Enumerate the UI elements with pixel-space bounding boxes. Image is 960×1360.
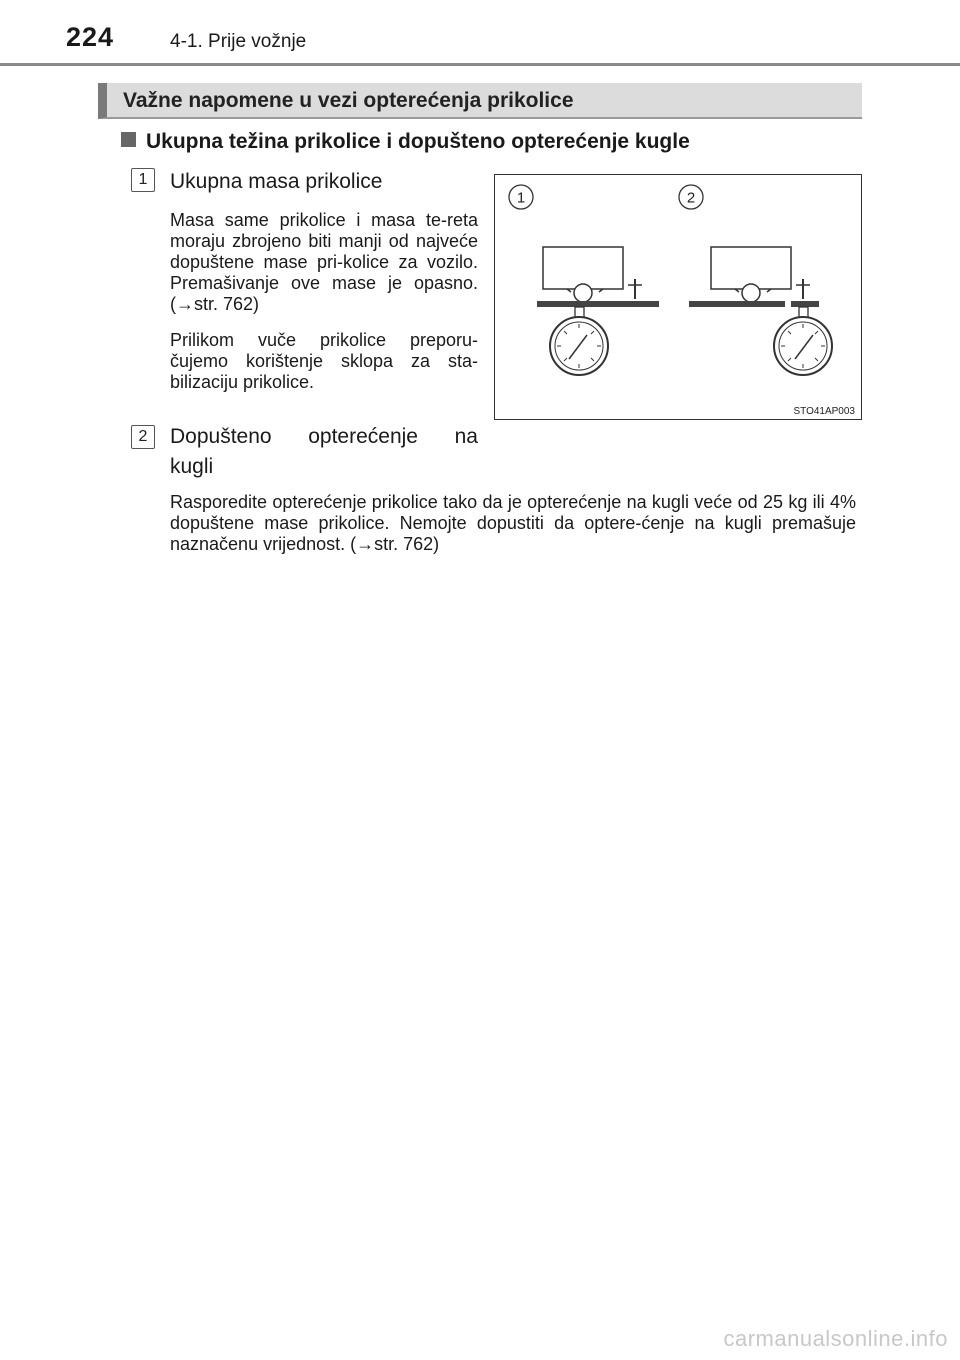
trailer-load-figure [494,174,862,420]
paragraph: Masa same prikolice i masa te-reta moraju zbrojeno biti manji od najveće dopuštene mase pri-kolice za vozilo. Premašivanje ove mase je opasno. (→str. 762) [170,210,478,314]
subheading [121,130,690,154]
section-bar [98,83,862,119]
paragraph: Prilikom vuče prikolice preporu-čujemo korištenje sklopa za sta-bilizaciju prikolice. [170,330,478,392]
subheading-text: Ukupna težina prikolice i dopušteno opterećenje kugle [146,130,690,153]
item-number-badge: 2 [131,425,155,449]
square-bullet-icon [121,132,136,147]
trailer-scene-tongue-load [689,247,832,375]
trailer-scale-illustration [495,175,863,421]
page-number: 224 [66,22,115,52]
figure-code: STO41AP003 [793,406,855,417]
item-title: Dopušteno opterećenje na kugli [170,425,478,478]
item-number-badge: 1 [131,168,155,192]
figure-label: 2 [686,189,696,207]
watermark: carmanualsonline.info [723,1326,948,1351]
page-header [0,0,960,70]
trailer-scene-total-mass [537,247,659,375]
chapter-title: 4-1. Prije vožnje [170,31,307,52]
paragraph: Rasporedite opterećenje prikolice tako da je opterećenje na kugli veće od 25 kg ili 4% dopuštene mase prikolice. Nemojte dopustiti da optere-ćenje na kugli premašuje naznačenu vrijednost. (→str. 762) [170,492,856,554]
figure-label: 1 [516,189,526,207]
header-rule [0,63,960,66]
section-title: Važne napomene u vezi opterećenja prikolice [123,89,574,112]
item-title: Ukupna masa prikolice [170,170,383,193]
